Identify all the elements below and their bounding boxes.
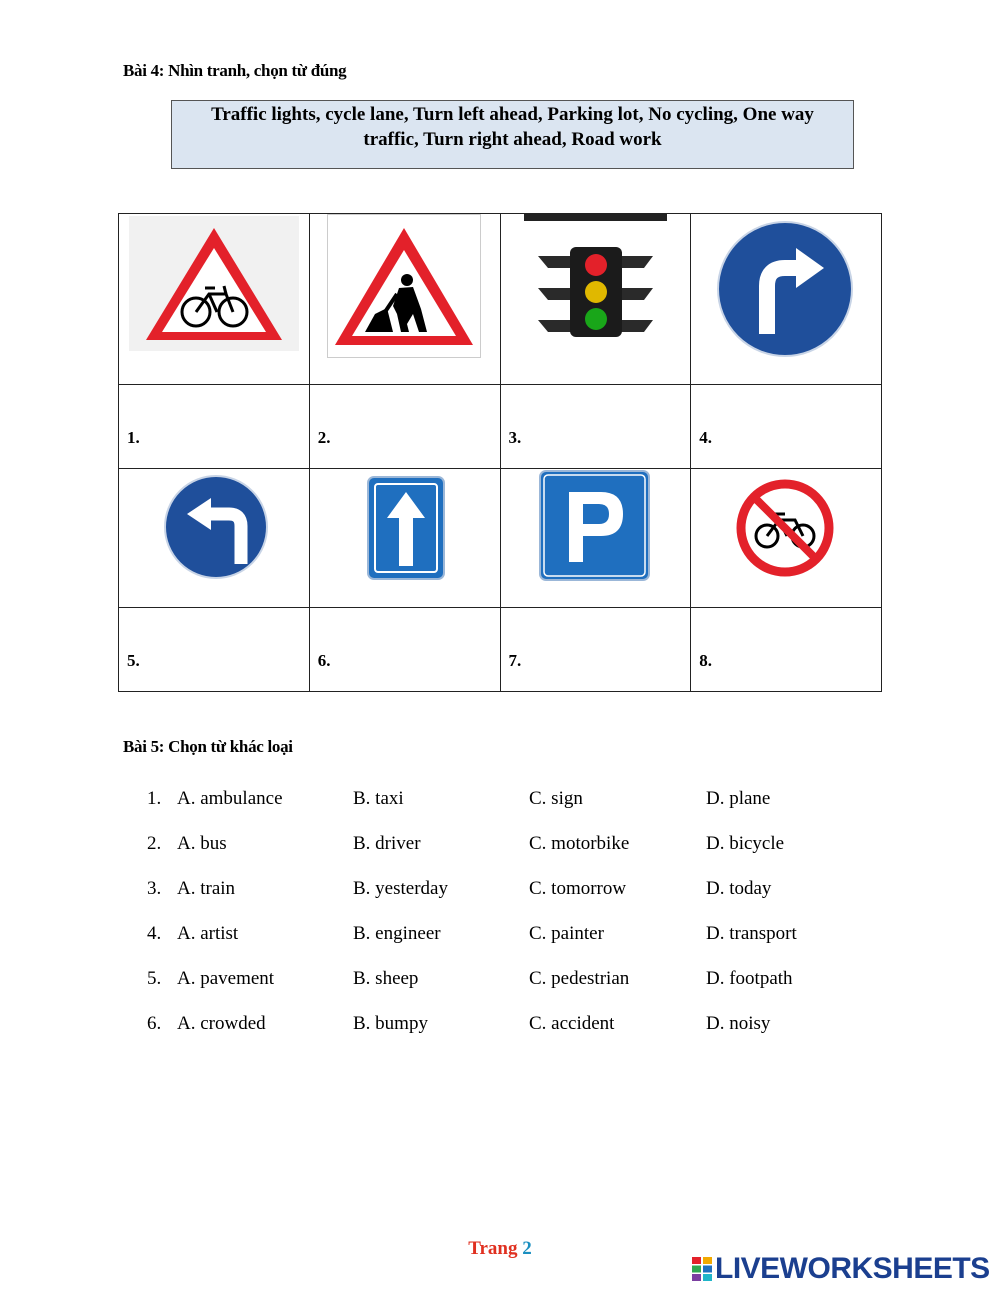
no-cycling-sign-icon: [733, 476, 837, 580]
sign-cell-2: [309, 214, 500, 385]
option-d[interactable]: D. plane: [706, 788, 771, 809]
question-number: 3.: [508, 428, 522, 447]
cycle-warning-sign-icon: [129, 216, 299, 351]
question-number: 5.: [147, 968, 162, 989]
question-number: 1.: [147, 788, 162, 809]
question-number: 1.: [127, 428, 140, 447]
option-b[interactable]: B. yesterday: [353, 878, 448, 899]
option-d[interactable]: D. today: [706, 878, 772, 899]
turn-right-sign-icon: [716, 220, 854, 358]
brand-name: LIVEWORKSHEETS: [715, 1252, 990, 1285]
answer-cell-2[interactable]: [309, 385, 500, 469]
one-way-sign-icon: [367, 476, 445, 580]
liveworksheets-logo-icon: [692, 1257, 712, 1281]
question-number: 4.: [699, 428, 712, 447]
signs-table: [118, 213, 882, 692]
option-d[interactable]: D. transport: [706, 923, 797, 944]
option-a[interactable]: A. train: [177, 878, 236, 899]
option-a[interactable]: A. ambulance: [177, 788, 283, 809]
option-c[interactable]: C. accident: [529, 1013, 615, 1034]
option-a[interactable]: A. pavement: [177, 968, 275, 989]
option-a[interactable]: A. crowded: [177, 1013, 266, 1034]
answer-cell-4[interactable]: [691, 385, 882, 469]
sign-cell-8: [691, 469, 882, 608]
question-number: 6.: [317, 651, 331, 670]
option-c[interactable]: C. sign: [529, 788, 583, 809]
answer-cell-6[interactable]: [309, 608, 500, 692]
answer-cell-7[interactable]: [500, 608, 691, 692]
option-b[interactable]: B. engineer: [353, 923, 441, 944]
turn-left-sign-icon: [163, 474, 269, 580]
answer-cell-1[interactable]: [119, 385, 310, 469]
option-b[interactable]: B. driver: [353, 833, 421, 854]
answer-cell-8[interactable]: [691, 608, 882, 692]
question-number: 2.: [147, 833, 162, 854]
option-d[interactable]: D. noisy: [706, 1013, 771, 1034]
answer-cell-3[interactable]: [500, 385, 691, 469]
answer-cell-5[interactable]: [119, 608, 310, 692]
page-number: 2: [522, 1238, 532, 1259]
exercise-5-title: Bài 5: Chọn từ khác loại: [123, 737, 293, 756]
sign-cell-7: [500, 469, 691, 608]
option-d[interactable]: D. footpath: [706, 968, 793, 989]
question-number: 7.: [508, 651, 522, 670]
question-number: 3.: [147, 878, 162, 899]
option-a[interactable]: A. bus: [177, 833, 227, 854]
option-b[interactable]: B. sheep: [353, 968, 419, 989]
sign-cell-6: [309, 469, 500, 608]
word-bank: Traffic lights, cycle lane, Turn left ahead, Parking lot, No cycling, One way traffic, Turn right ahead, Road work: [171, 100, 854, 169]
sign-cell-1: [119, 214, 310, 385]
question-number: 4.: [147, 923, 162, 944]
sign-cell-5: [119, 469, 310, 608]
option-d[interactable]: D. bicycle: [706, 833, 785, 854]
option-c[interactable]: C. tomorrow: [529, 878, 627, 899]
question-number: 8.: [699, 651, 712, 670]
option-b[interactable]: B. bumpy: [353, 1013, 428, 1034]
option-c[interactable]: C. painter: [529, 923, 604, 944]
option-c[interactable]: C. motorbike: [529, 833, 630, 854]
option-b[interactable]: B. taxi: [353, 788, 404, 809]
page-word: Trang: [468, 1238, 518, 1259]
option-a[interactable]: A. artist: [177, 923, 239, 944]
liveworksheets-brand: [692, 1254, 990, 1284]
question-number: 5.: [127, 651, 140, 670]
sign-cell-4: [691, 214, 882, 385]
road-work-sign-icon: [327, 214, 481, 358]
parking-sign-icon: [539, 470, 650, 581]
traffic-light-icon: [524, 214, 667, 339]
sign-cell-3: [500, 214, 691, 385]
question-number: 6.: [147, 1013, 162, 1034]
exercise-4-title: Bài 4: Nhìn tranh, chọn từ đúng: [123, 61, 347, 80]
option-c[interactable]: C. pedestrian: [529, 968, 630, 989]
question-number: 2.: [317, 428, 331, 447]
